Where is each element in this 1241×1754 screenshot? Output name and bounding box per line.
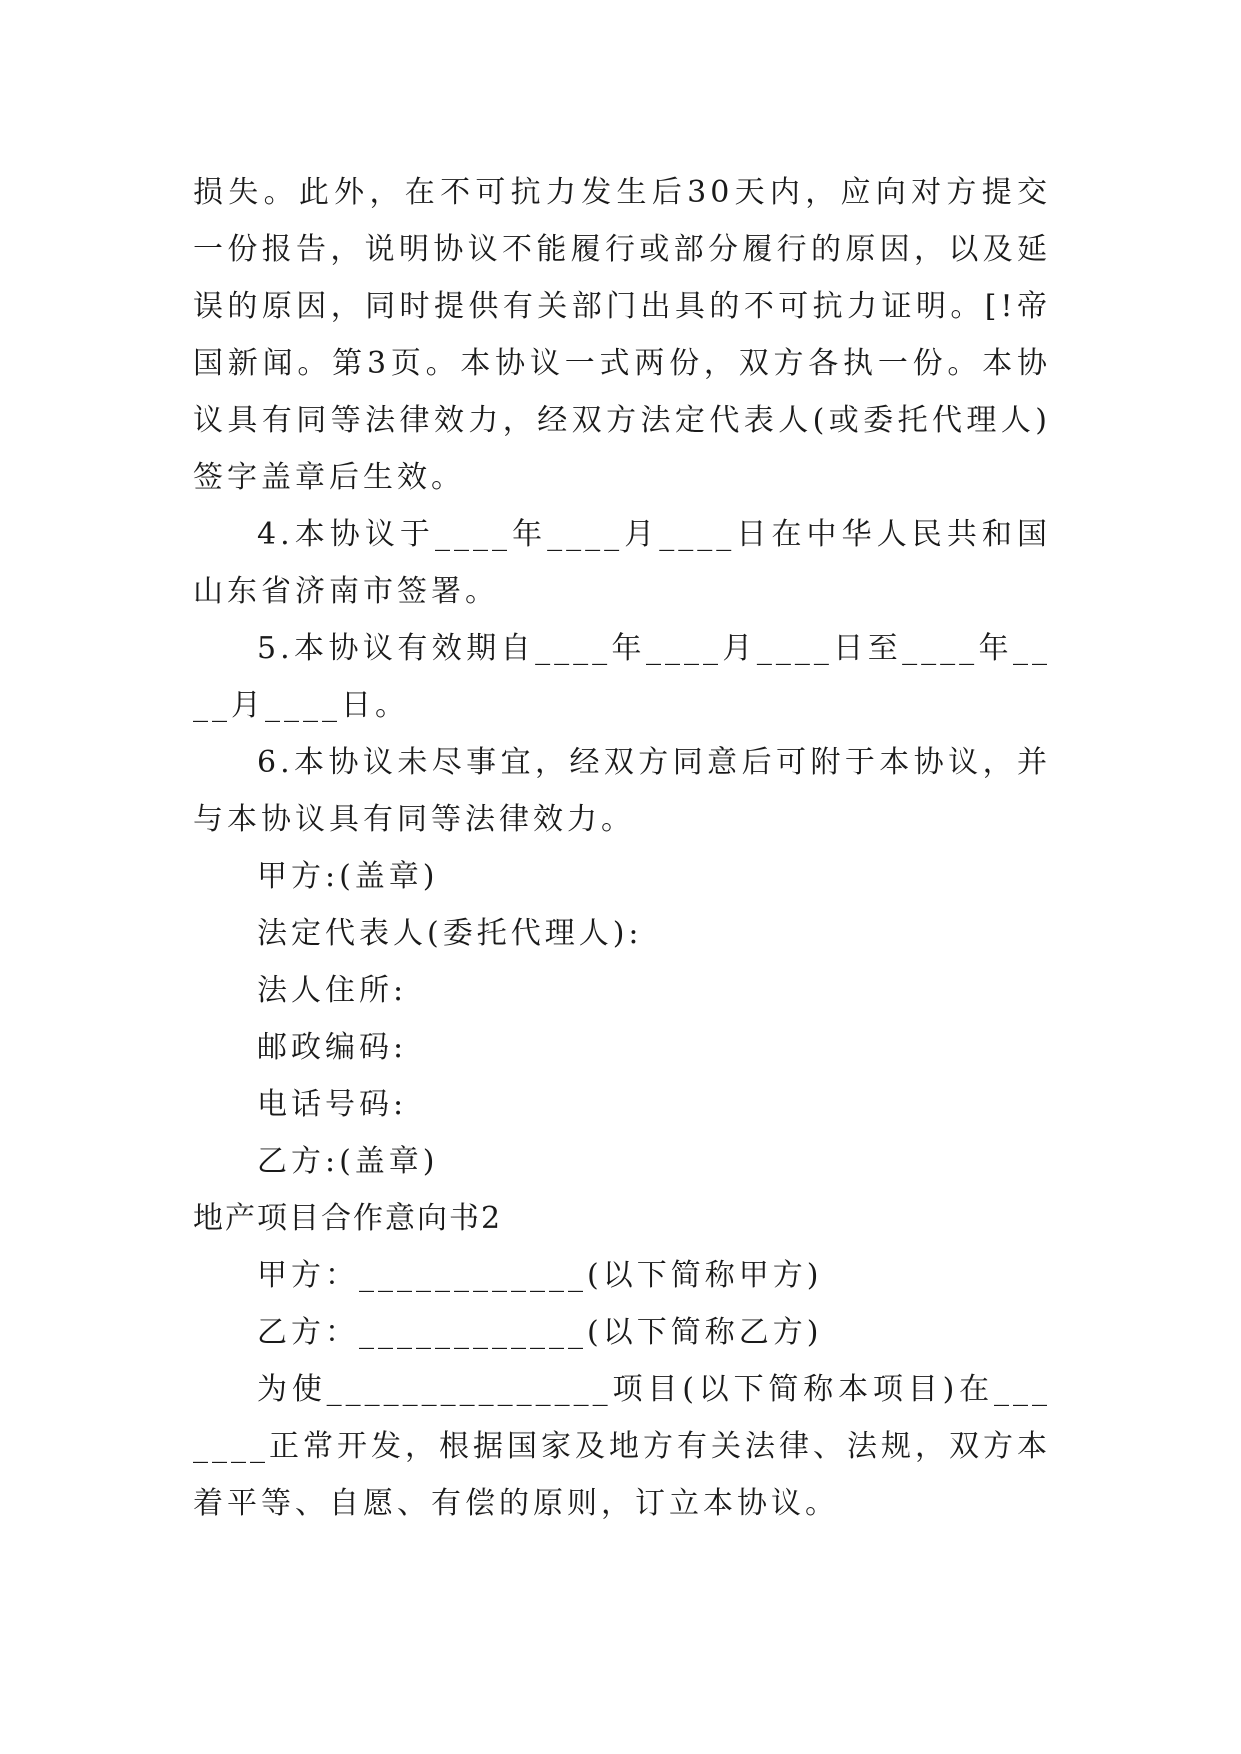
paragraph-signing-date: 4.本协议于____年____月____日在中华人民共和国山东省济南市签署。 [193,517,1051,609]
paragraph-force-majeure: 损失。此外，在不可抗力发生后30天内，应向对方提交一份报告，说明协议不能履行或部分履行的原因，以及延误的原因，同时提供有关部门出具的不可抗力证明。[!帝国新闻。第3页。本协议一式两份，双方各执一份。本协议具有同等法律效力，经双方法定代表人(或委托代理人)签字盖章后生效。 [193,175,1051,495]
postal-code-line: 邮政编码: [257,1030,408,1065]
party-a-definition-line: 甲方：____________(以下简称甲方) [257,1258,823,1293]
phone-number-line: 电话号码: [257,1087,408,1122]
paragraph-project-purpose: 为使_______________项目(以下简称本项目)在_______正常开发，根据国家及地方有关法律、法规，双方本着平等、自愿、有偿的原则，订立本协议。 [193,1372,1051,1521]
legal-address-line: 法人住所: [257,973,408,1008]
paragraph-supplementary-matters: 6.本协议未尽事宜，经双方同意后可附于本协议，并与本协议具有同等法律效力。 [193,745,1051,837]
paragraph-validity-period: 5.本协议有效期自____年____月____日至____年____月____日。 [193,631,1051,723]
party-b-definition-line: 乙方：____________(以下简称乙方) [257,1315,823,1350]
legal-representative-line: 法定代表人(委托代理人): [257,916,643,951]
document-body [193,164,1051,1532]
party-a-seal-line: 甲方:(盖章) [257,859,439,894]
party-b-seal-line: 乙方:(盖章) [257,1144,439,1179]
section-heading: 地产项目合作意向书2 [193,1201,503,1236]
